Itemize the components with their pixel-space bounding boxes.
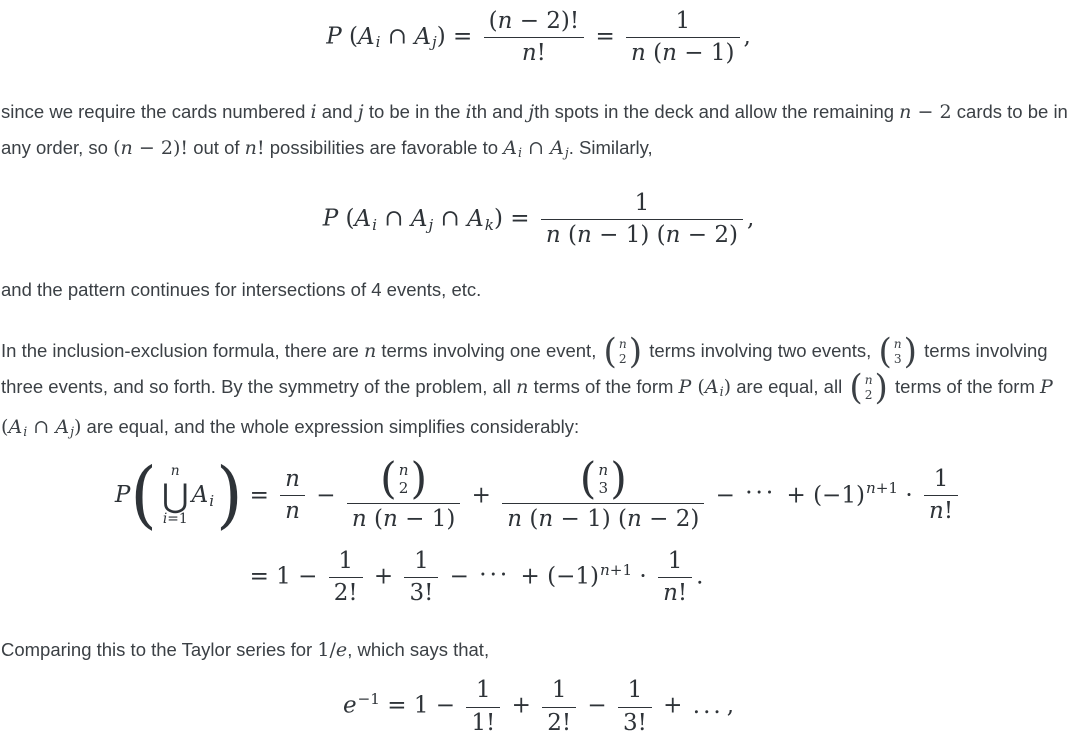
- paragraph-taylor-comparison: Comparing this to the Taylor series for 1/e, which says that,: [1, 639, 490, 662]
- aligned-equation-block: [114, 453, 962, 608]
- equation-triple-intersection: P (Ai ∩ Aj ∩ Ak) = $\frac{1}{n (n - 1) (n - 2)}$ ,: [322, 190, 755, 249]
- paragraph-pattern-continues: and the pattern continues for intersections of 4 events, etc.: [1, 278, 482, 300]
- union-lhs: P ( n ⋃ i=1 Ai ): [114, 453, 243, 538]
- union-rhs-line1: = $\frac{n}{n}$ − ( n 2 ) n (n − 1) + ( n 3 ) n (n − 1) (n − 2) − ··· + $(-1)^{n+1}$ · $\frac{1}{n!}$: [250, 459, 963, 534]
- equation-union-expansion: [1, 453, 1076, 608]
- paragraph-pairwise-explanation: since we require the cards numbered i and j to be in the ith and jth spots in the deck and allow the remaining n − 2 cards to be in any order, so (n − 2)! out of n! possibilities are favorable to Ai ∩ Aj. Similarly,: [1, 101, 1068, 161]
- equation-pairwise-intersection: P (Ai ∩ Aj) = $\frac{(n - 2)!}{n!}$ = $\frac{1}{n (n - 1)}$ ,: [326, 8, 751, 67]
- paragraph-inclusion-exclusion: In the inclusion-exclusion formula, there are n terms involving one event, ( n 2 ) terms involving two events, ( n 3 ) terms involving three events, and so forth. By the symmetry of the problem, all n terms of the form P (Ai) are equal, all ( n 2 ) terms of the form P (Ai ∩ Aj) are equal, and the whole expression simplifies considerably:: [1, 331, 1053, 439]
- union-rhs-line2: = 1 − $\frac{1}{2!}$ + $\frac{1}{3!}$ − ··· + $(-1)^{n+1}$ · $\frac{1}{n!}$ .: [249, 548, 704, 607]
- equation-taylor-series: $e^{-1} = 1$ − $\frac{1}{1!}$ + $\frac{1}{2!}$ − $\frac{1}{3!}$ + ... ,: [342, 677, 735, 736]
